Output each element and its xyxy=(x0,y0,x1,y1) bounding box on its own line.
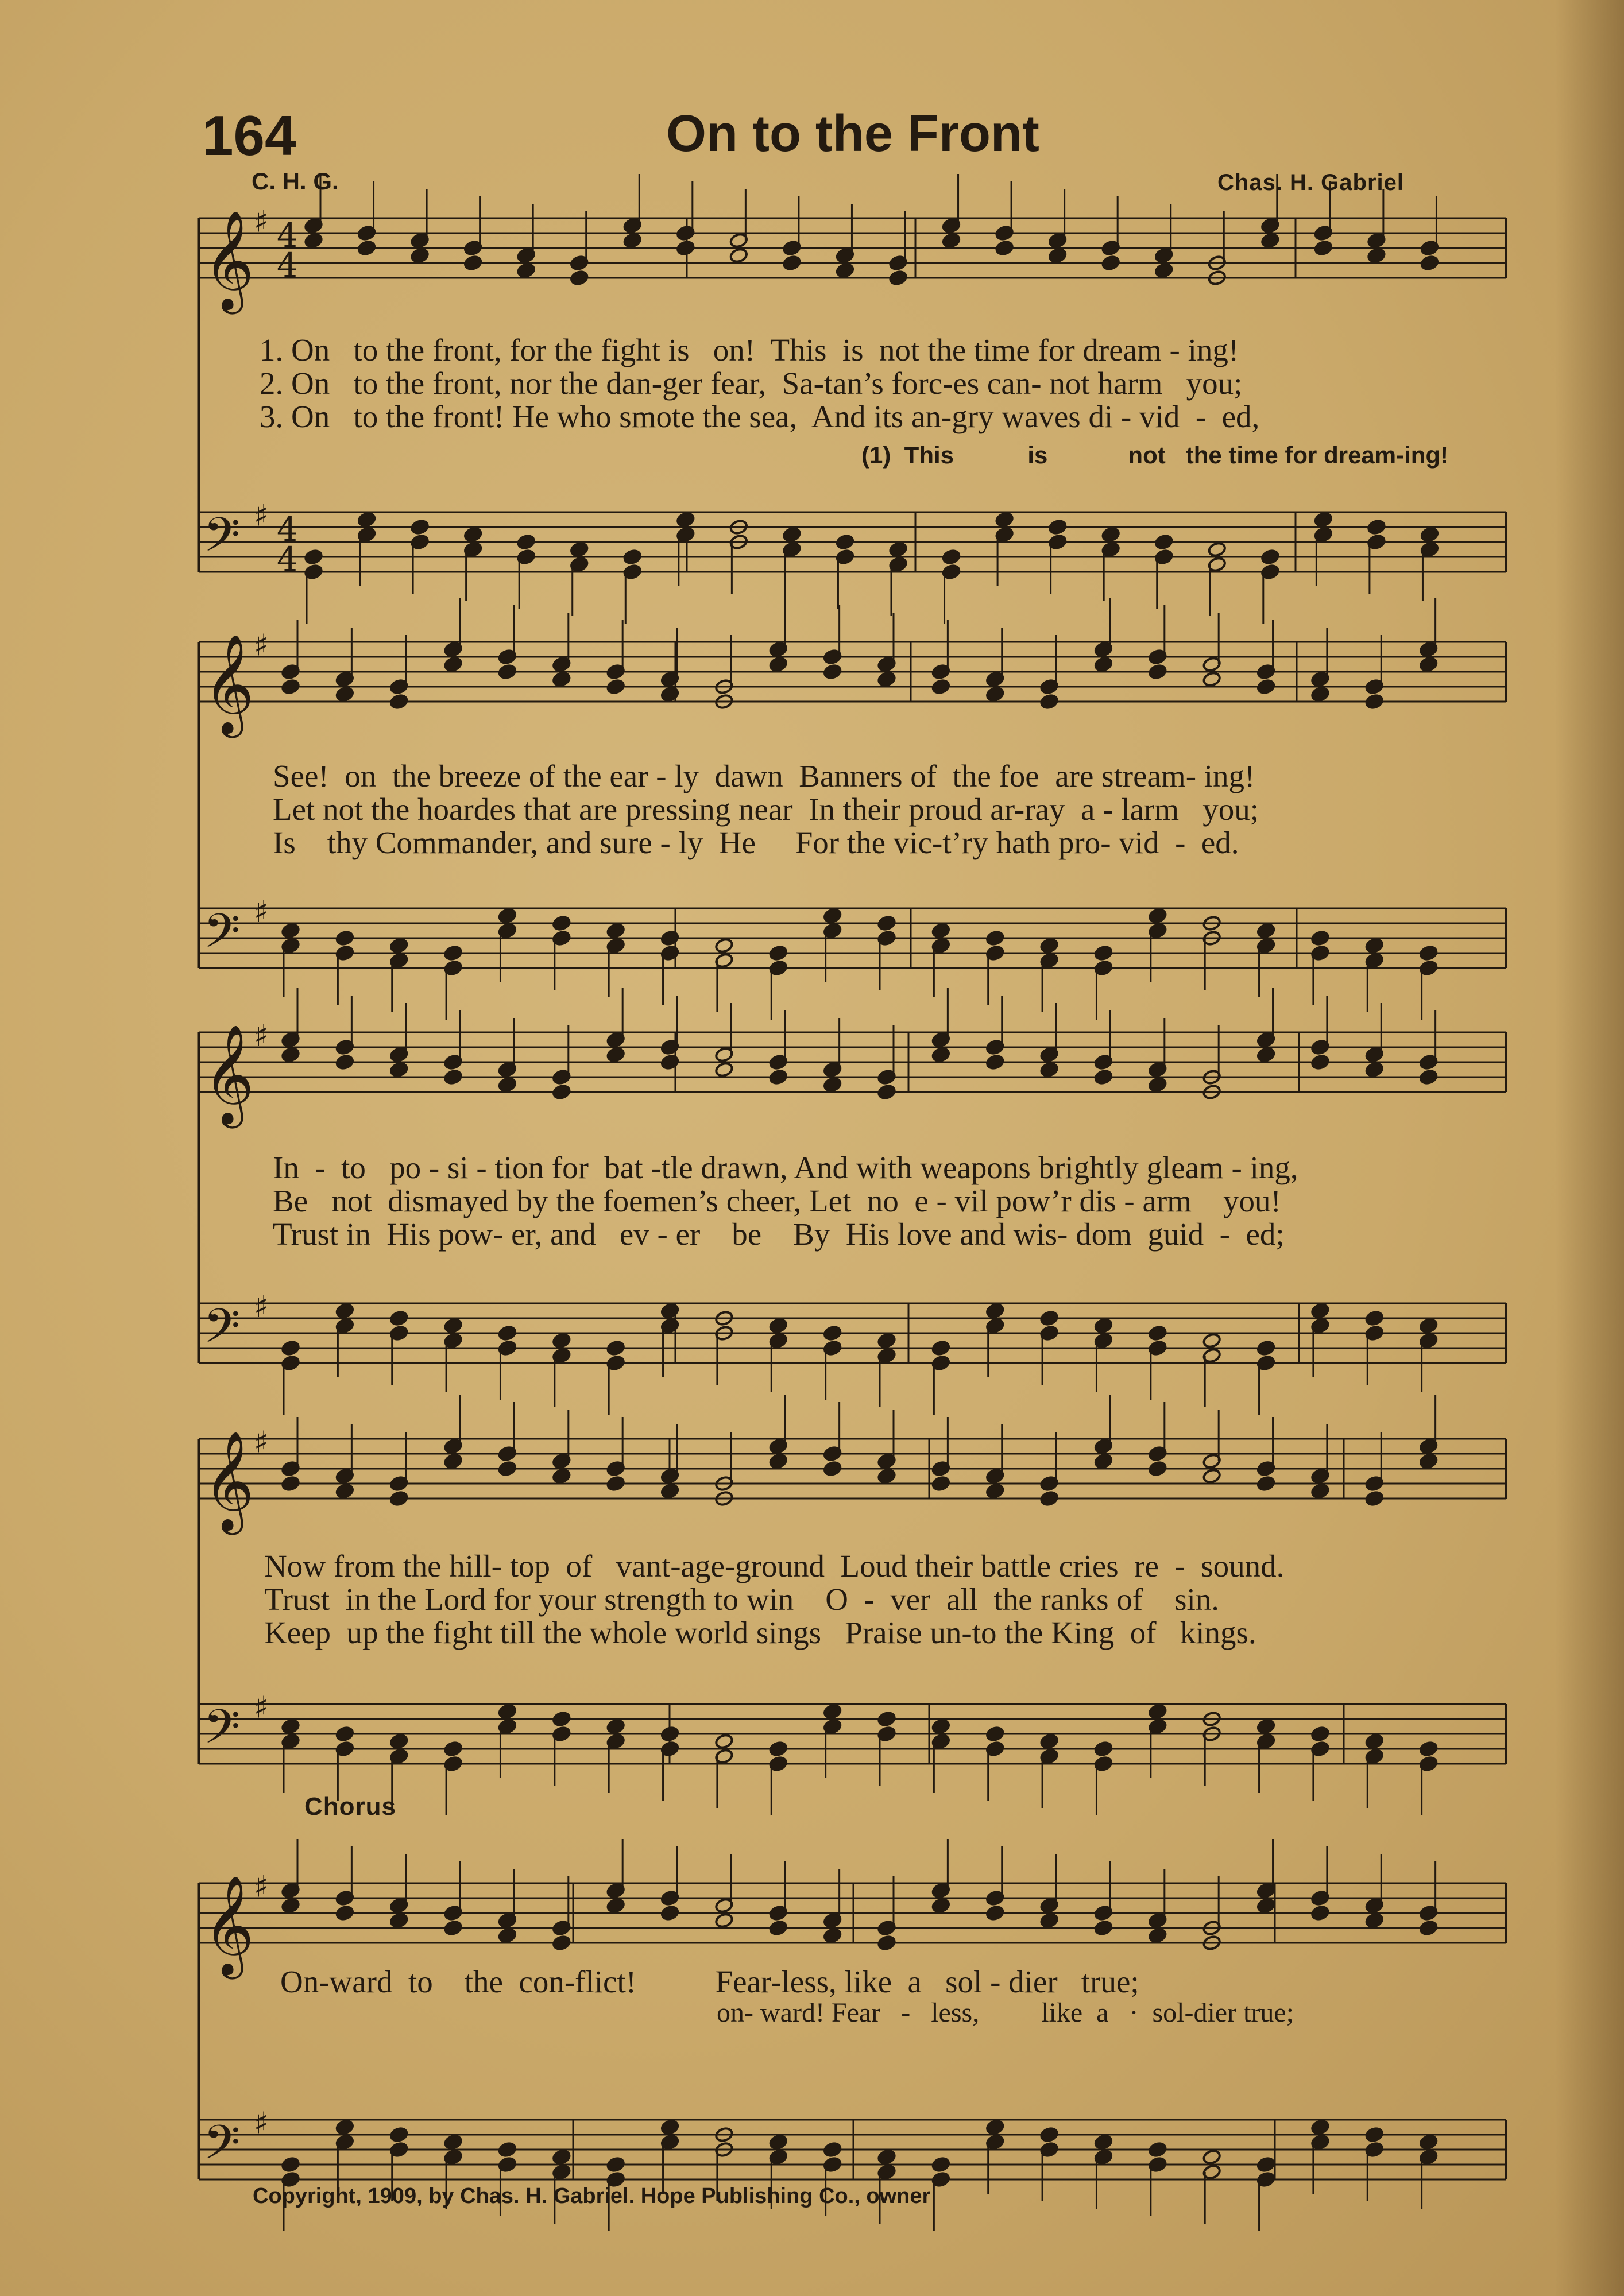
note-head xyxy=(823,1703,842,1720)
sharp-icon: ♯ xyxy=(254,1869,269,1904)
note-head xyxy=(281,1898,300,1914)
note-head xyxy=(444,1453,463,1469)
verse-2-line-4: Trust in the Lord for your strength to win O - ver all the ranks of sin. xyxy=(264,1582,1220,1617)
note-head xyxy=(769,2134,788,2150)
note-head xyxy=(498,2142,517,2158)
note-head xyxy=(552,915,571,931)
note-head xyxy=(1310,1303,1329,1319)
note-head xyxy=(714,1062,733,1078)
note-head xyxy=(782,255,801,271)
note-head xyxy=(335,2119,354,2135)
note-head xyxy=(389,938,408,954)
note-head xyxy=(1094,945,1113,961)
note-head xyxy=(411,519,430,535)
note-head xyxy=(570,270,589,286)
note-head xyxy=(660,1303,679,1319)
chorus-label: Chorus xyxy=(304,1792,396,1821)
note-head xyxy=(389,1912,408,1929)
note-head xyxy=(498,1077,517,1093)
note-head xyxy=(552,1935,571,1951)
note-head xyxy=(877,1935,896,1951)
sharp-icon: ♯ xyxy=(254,895,269,930)
note-head xyxy=(1310,686,1329,702)
note-head xyxy=(1048,519,1067,535)
bass-cue-1: (1) This is not the time for dream-ing! xyxy=(861,442,1449,469)
note-head xyxy=(498,1927,517,1943)
note-head xyxy=(1420,526,1439,543)
note-head xyxy=(1419,1453,1438,1469)
note-head xyxy=(335,1483,354,1499)
note-head xyxy=(606,923,625,939)
note-head xyxy=(985,1905,1004,1921)
note-head xyxy=(1419,2134,1438,2150)
note-head xyxy=(660,1054,679,1070)
note-head xyxy=(877,1711,896,1727)
note-head xyxy=(389,1062,408,1078)
note-head xyxy=(411,247,430,264)
note-head xyxy=(1256,679,1275,695)
note-head xyxy=(1256,1340,1275,1356)
note-head xyxy=(335,686,354,702)
note-head xyxy=(463,526,482,543)
note-head xyxy=(1419,1318,1438,1334)
chorus-line-1: On-ward to the con-flict! Fear-less, like a sol - dier true; xyxy=(280,1964,1139,1999)
note-head xyxy=(769,1069,788,1085)
note-head xyxy=(357,240,376,256)
note-head xyxy=(888,541,907,557)
note-head xyxy=(931,1718,950,1734)
note-head xyxy=(1208,541,1227,557)
note-head xyxy=(281,1047,300,1063)
note-head xyxy=(877,1333,896,1349)
bass-clef-icon: 𝄢 xyxy=(203,2115,241,2182)
note-head xyxy=(606,2156,625,2173)
note-head xyxy=(1040,1062,1059,1078)
note-head xyxy=(1420,255,1439,271)
note-head xyxy=(714,938,733,954)
sharp-icon: ♯ xyxy=(254,1425,269,1460)
note-head xyxy=(552,1468,571,1484)
sharp-icon: ♯ xyxy=(254,1690,269,1725)
note-head xyxy=(1365,1310,1384,1326)
note-head xyxy=(1094,656,1113,672)
note-head xyxy=(1094,1453,1113,1469)
hymn-number: 164 xyxy=(202,104,296,167)
note-head xyxy=(1202,2149,1221,2165)
sharp-icon: ♯ xyxy=(254,628,269,663)
note-head xyxy=(1040,1490,1059,1507)
note-head xyxy=(498,1703,517,1720)
note-head xyxy=(1148,1325,1167,1341)
treble-clef-icon: 𝄞 xyxy=(203,210,254,310)
note-head xyxy=(931,1898,950,1914)
note-head xyxy=(281,2156,300,2173)
note-head xyxy=(1148,664,1167,680)
note-head xyxy=(1040,938,1059,954)
note-head xyxy=(1148,1703,1167,1720)
note-head xyxy=(660,1483,679,1499)
note-head xyxy=(463,255,482,271)
note-head xyxy=(1094,2134,1113,2150)
note-head xyxy=(552,1711,571,1727)
note-head xyxy=(1310,1726,1329,1742)
note-head xyxy=(1040,1912,1059,1929)
note-head xyxy=(877,2149,896,2165)
note-head xyxy=(995,512,1014,528)
note-head xyxy=(836,534,854,550)
note-head xyxy=(1419,1069,1438,1085)
note-head xyxy=(931,2156,950,2173)
note-head xyxy=(823,908,842,924)
note-head xyxy=(444,2134,463,2150)
note-head xyxy=(782,526,801,543)
note-head xyxy=(552,2149,571,2165)
note-head xyxy=(444,656,463,672)
note-head xyxy=(444,945,463,961)
note-head xyxy=(444,1069,463,1085)
note-head xyxy=(1365,1062,1384,1078)
note-head xyxy=(1365,2127,1384,2143)
sharp-icon: ♯ xyxy=(254,1019,269,1054)
note-head xyxy=(985,1483,1004,1499)
note-head xyxy=(823,1927,842,1943)
note-head xyxy=(1048,247,1067,264)
note-head xyxy=(676,512,695,528)
note-head xyxy=(281,1476,300,1492)
verse-3-line-2: Is thy Commander, and sure - ly He For the vic-t’ry hath pro- vid - ed. xyxy=(273,825,1239,860)
note-head xyxy=(1419,1741,1438,1757)
note-head xyxy=(281,1340,300,1356)
note-head xyxy=(1202,1468,1221,1484)
note-head xyxy=(660,1726,679,1742)
note-head xyxy=(877,671,896,687)
note-head xyxy=(942,549,961,565)
note-head xyxy=(931,679,950,695)
note-head xyxy=(335,930,354,946)
sharp-icon: ♯ xyxy=(254,2106,269,2141)
note-head xyxy=(552,671,571,687)
note-head xyxy=(389,1733,408,1749)
note-head xyxy=(335,1726,354,1742)
note-head xyxy=(1260,233,1279,249)
note-head xyxy=(570,541,589,557)
note-head xyxy=(1419,656,1438,672)
verse-1-line-2: See! on the breeze of the ear - ly dawn Banners of the foe are stream- ing! xyxy=(273,758,1255,793)
bass-clef-icon: 𝄢 xyxy=(203,903,241,970)
note-head xyxy=(769,945,788,961)
note-head xyxy=(606,1476,625,1492)
note-head xyxy=(552,1084,571,1100)
note-head xyxy=(660,686,679,702)
time-signature-numerator: 4 xyxy=(277,510,298,549)
note-head xyxy=(1365,938,1384,954)
note-head xyxy=(1040,694,1059,710)
verse-3-line-3: Trust in His pow- er, and ev - er be By His love and wis- dom guid - ed; xyxy=(273,1217,1285,1252)
note-head xyxy=(660,2119,679,2135)
note-head xyxy=(1310,930,1329,946)
note-head xyxy=(1310,2119,1329,2135)
note-head xyxy=(606,679,625,695)
note-head xyxy=(1094,1920,1113,1936)
note-head xyxy=(1260,549,1279,565)
time-signature-numerator: 4 xyxy=(277,216,298,255)
note-head xyxy=(931,1340,950,1356)
note-head xyxy=(281,679,300,695)
time-signature-denominator: 4 xyxy=(277,540,298,579)
treble-clef-icon: 𝄞 xyxy=(203,1024,254,1124)
note-head xyxy=(931,1047,950,1063)
note-head xyxy=(985,1726,1004,1742)
note-head xyxy=(1094,1741,1113,1757)
note-head xyxy=(623,233,642,249)
note-head xyxy=(498,1461,517,1477)
note-head xyxy=(823,1461,842,1477)
note-head xyxy=(1314,240,1333,256)
note-head xyxy=(931,923,950,939)
note-head xyxy=(985,1303,1004,1319)
sharp-icon: ♯ xyxy=(254,204,269,239)
note-head xyxy=(1367,247,1386,264)
verse-2-line-1: 2. On to the front, nor the dan-ger fear, Sa-tan’s forc-es can- not harm you; xyxy=(260,366,1243,401)
note-head xyxy=(1101,255,1120,271)
note-head xyxy=(1365,694,1384,710)
note-head xyxy=(335,1303,354,1319)
verse-1-line-4: Now from the hill- top of vant-age-ground Loud their battle cries re - sound. xyxy=(264,1548,1285,1583)
note-head xyxy=(1101,526,1120,543)
treble-clef-icon: 𝄞 xyxy=(203,1875,254,1975)
verse-2-line-3: Be not dismayed by the foemen’s cheer, Let no e - vil pow’r dis - arm you! xyxy=(273,1183,1281,1218)
verse-2-line-2: Let not the hoardes that are pressing near In their proud ar-ray a - larm you; xyxy=(273,792,1259,827)
note-head xyxy=(1148,1927,1167,1943)
note-head xyxy=(1094,1069,1113,1085)
bass-clef-icon: 𝄢 xyxy=(203,507,241,574)
verse-1-line-3: In - to po - si - tion for bat -tle drawn, And with weapons brightly gleam - ing, xyxy=(273,1150,1298,1185)
note-head xyxy=(931,1476,950,1492)
time-signature-denominator: 4 xyxy=(277,246,298,285)
note-head xyxy=(660,930,679,946)
note-head xyxy=(1256,2156,1275,2173)
note-head xyxy=(335,1054,354,1070)
note-head xyxy=(1310,1054,1329,1070)
note-head xyxy=(1419,945,1438,961)
note-head xyxy=(444,1318,463,1334)
note-head xyxy=(1256,1718,1275,1734)
note-head xyxy=(552,1333,571,1349)
note-head xyxy=(1154,534,1173,550)
note-head xyxy=(1365,1490,1384,1507)
verse-3-line-1: 3. On to the front! He who smote the sea, And its an-gry waves di - vid - ed, xyxy=(260,399,1260,434)
note-head xyxy=(877,1084,896,1100)
note-head xyxy=(335,1905,354,1921)
note-head xyxy=(1310,1483,1329,1499)
note-head xyxy=(1148,908,1167,924)
note-head xyxy=(676,240,695,256)
note-head xyxy=(606,1047,625,1063)
note-head xyxy=(714,1912,733,1929)
note-head xyxy=(606,1718,625,1734)
composer-credit: Chas. H. Gabriel xyxy=(1217,170,1404,195)
note-head xyxy=(942,233,961,249)
note-head xyxy=(836,262,854,278)
note-head xyxy=(304,549,323,565)
note-head xyxy=(769,656,788,672)
note-head xyxy=(1365,1912,1384,1929)
bass-clef-icon: 𝄢 xyxy=(203,1699,241,1766)
copyright-notice: Copyright, 1909, by Chas. H. Gabriel. Hope Publishing Co., owner xyxy=(253,2184,931,2208)
note-head xyxy=(606,1898,625,1914)
note-head xyxy=(517,262,536,278)
lyricist-credit: C. H. G. xyxy=(252,168,339,195)
note-head xyxy=(888,270,907,286)
note-head xyxy=(769,1920,788,1936)
note-head xyxy=(985,2119,1004,2135)
note-head xyxy=(769,1318,788,1334)
note-head xyxy=(498,908,517,924)
note-head xyxy=(729,247,748,264)
note-head xyxy=(985,686,1004,702)
note-head xyxy=(877,915,896,931)
note-head xyxy=(769,1453,788,1469)
note-head xyxy=(1419,1920,1438,1936)
sharp-icon: ♯ xyxy=(254,1290,269,1325)
note-head xyxy=(1256,1047,1275,1063)
note-head xyxy=(769,1741,788,1757)
note-head xyxy=(823,1325,842,1341)
verse-3-line-4: Keep up the fight till the whole world sings Praise un-to the King of kings. xyxy=(264,1615,1256,1650)
note-head xyxy=(444,1741,463,1757)
hymn-title: On to the Front xyxy=(666,105,1039,162)
note-head xyxy=(389,1490,408,1507)
note-head xyxy=(1314,512,1333,528)
note-head xyxy=(606,1340,625,1356)
note-head xyxy=(389,1310,408,1326)
note-head xyxy=(1202,1333,1221,1349)
note-head xyxy=(823,1077,842,1093)
note-head xyxy=(1148,2142,1167,2158)
note-head xyxy=(1154,262,1173,278)
note-head xyxy=(1148,1461,1167,1477)
note-head xyxy=(877,1468,896,1484)
note-head xyxy=(281,923,300,939)
note-head xyxy=(1040,1733,1059,1749)
note-head xyxy=(1365,1733,1384,1749)
note-head xyxy=(995,240,1014,256)
bass-cue-chorus: on- ward! Fear - less, like a · sol-dier true; xyxy=(717,1997,1294,2028)
note-head xyxy=(498,1325,517,1341)
note-head xyxy=(985,1054,1004,1070)
note-head xyxy=(498,664,517,680)
note-head xyxy=(304,233,323,249)
note-head xyxy=(823,664,842,680)
note-head xyxy=(1256,1476,1275,1492)
verse-1-line-1: 1. On to the front, for the fight is on! This is not the time for dream - ing! xyxy=(260,332,1239,367)
note-head xyxy=(1148,1077,1167,1093)
note-head xyxy=(517,534,536,550)
note-head xyxy=(1310,1905,1329,1921)
bass-clef-icon: 𝄢 xyxy=(203,1298,241,1365)
note-head xyxy=(1256,1898,1275,1914)
note-head xyxy=(660,1905,679,1921)
note-head xyxy=(281,1718,300,1734)
note-head xyxy=(444,1920,463,1936)
note-head xyxy=(985,930,1004,946)
note-head xyxy=(1202,671,1221,687)
note-head xyxy=(357,512,376,528)
treble-clef-icon: 𝄞 xyxy=(203,634,254,734)
note-head xyxy=(389,2127,408,2143)
note-head xyxy=(1040,2127,1059,2143)
note-head xyxy=(1256,923,1275,939)
note-head xyxy=(714,1733,733,1749)
note-head xyxy=(623,549,642,565)
note-head xyxy=(1094,1318,1113,1334)
note-head xyxy=(1040,1310,1059,1326)
treble-clef-icon: 𝄞 xyxy=(203,1431,254,1531)
note-head xyxy=(823,2142,842,2158)
sharp-icon: ♯ xyxy=(254,498,269,533)
note-head xyxy=(389,694,408,710)
note-head xyxy=(1367,519,1386,535)
